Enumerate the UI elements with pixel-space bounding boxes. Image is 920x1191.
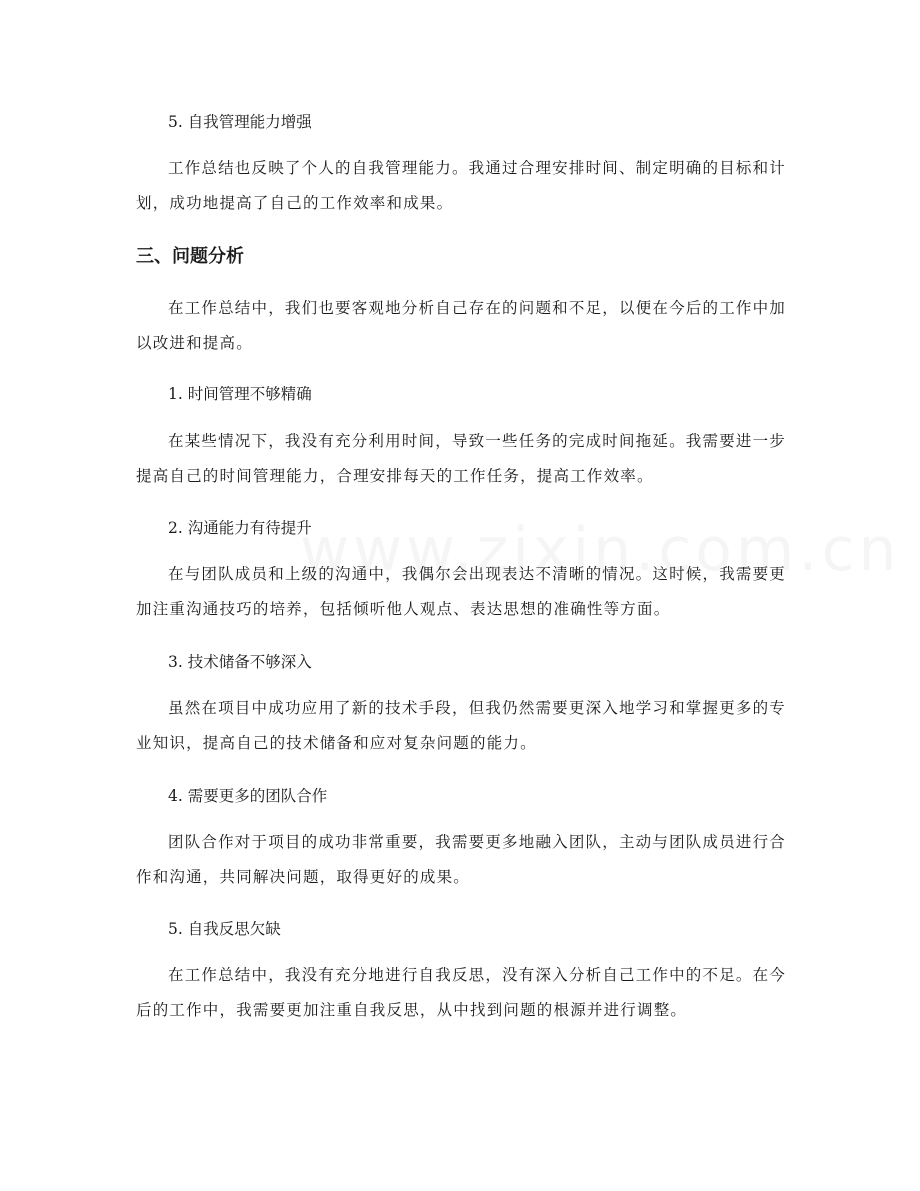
subheading-teamwork: 4. 需要更多的团队合作 <box>168 787 328 805</box>
paragraph-problem-analysis-intro: 在工作总结中，我们也要客观地分析自己存在的问题和不足，以便在今后的工作中加以改进和提高。 <box>136 299 786 352</box>
subheading-communication: 2. 沟通能力有待提升 <box>168 519 312 537</box>
paragraph-self-management: 工作总结也反映了个人的自我管理能力。我通过合理安排时间、制定明确的目标和计划，成功地提高了自己的工作效率和成果。 <box>136 159 786 212</box>
subheading-technical-reserve: 3. 技术储备不够深入 <box>168 653 312 671</box>
subheading-time-management: 1. 时间管理不够精确 <box>168 385 312 403</box>
section-heading-problem-analysis: 三、问题分析 <box>136 246 244 267</box>
subheading-self-reflection: 5. 自我反思欠缺 <box>168 920 281 938</box>
paragraph-self-reflection: 在工作总结中，我没有充分地进行自我反思，没有深入分析自己工作中的不足。在今后的工作中，我需要更加注重自我反思，从中找到问题的根源并进行调整。 <box>136 966 786 1019</box>
paragraph-teamwork: 团队合作对于项目的成功非常重要，我需要更多地融入团队，主动与团队成员进行合作和沟通，共同解决问题，取得更好的成果。 <box>136 833 786 886</box>
subheading-self-management: 5. 自我管理能力增强 <box>168 113 312 131</box>
paragraph-communication: 在与团队成员和上级的沟通中，我偶尔会出现表达不清晰的情况。这时候，我需要更加注重沟通技巧的培养，包括倾听他人观点、表达思想的准确性等方面。 <box>136 565 786 618</box>
paragraph-time-management: 在某些情况下，我没有充分利用时间，导致一些任务的完成时间拖延。我需要进一步提高自己的时间管理能力，合理安排每天的工作任务，提高工作效率。 <box>136 432 786 485</box>
paragraph-technical-reserve: 虽然在项目中成功应用了新的技术手段，但我仍然需要更深入地学习和掌握更多的专业知识，提高自己的技术储备和应对复杂问题的能力。 <box>136 699 786 752</box>
